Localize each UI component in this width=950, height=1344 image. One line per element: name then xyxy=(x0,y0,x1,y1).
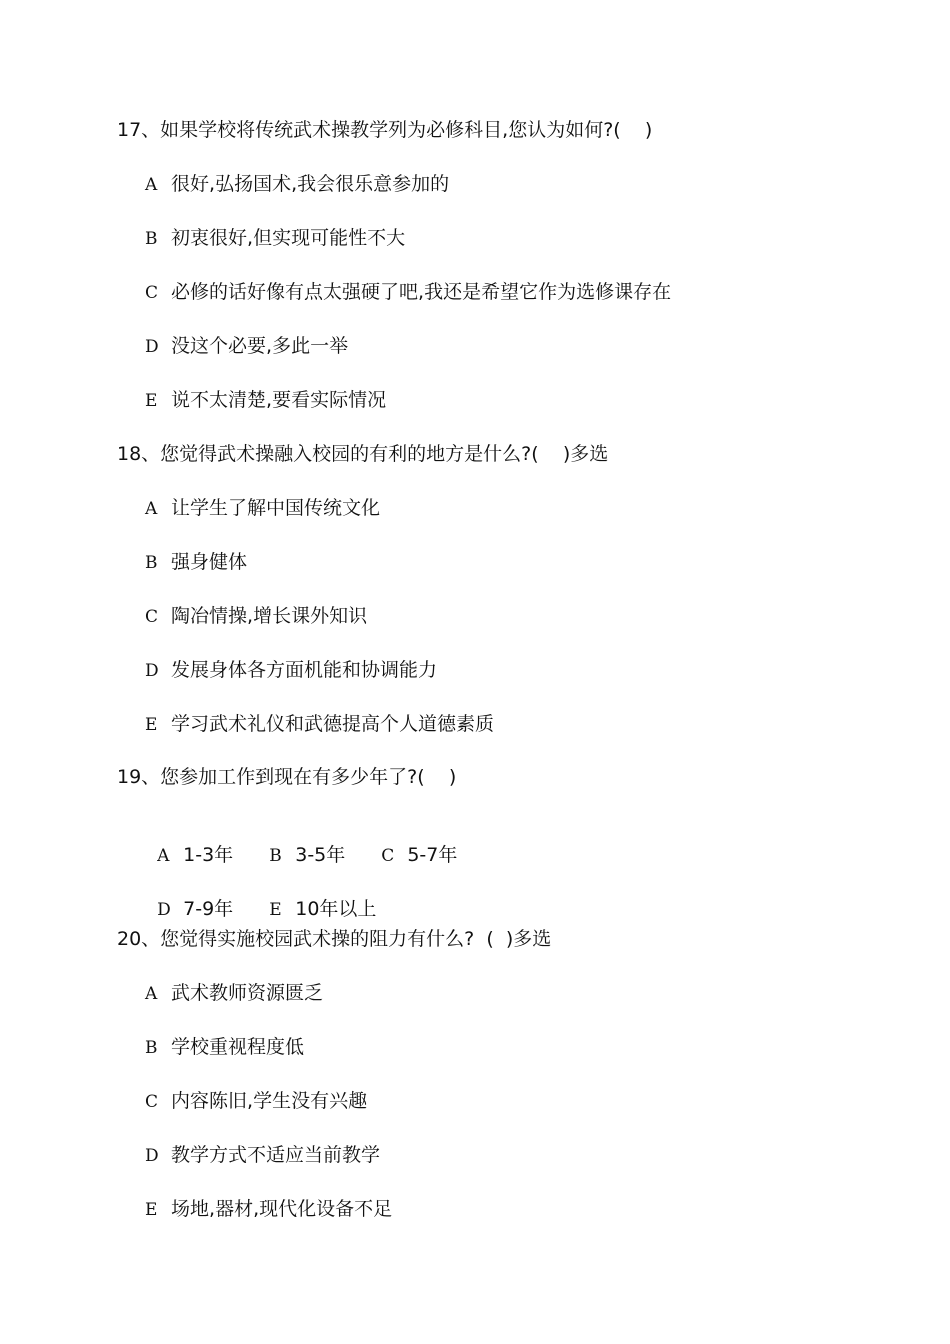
q19-option-d: D 7-9年 xyxy=(157,898,234,920)
q20-option-e: E 场地,器材,现代化设备不足 xyxy=(145,1198,393,1220)
q19-option-a: A 1-3年 xyxy=(157,844,234,866)
q17-option-d: D 没这个必要,多此一举 xyxy=(145,335,349,357)
q19-option-e: E 10年以上 xyxy=(269,898,377,920)
q19-options-row-1 xyxy=(145,819,493,868)
question-17: 17、如果学校将传统武术操教学列为必修科目,您认为如何?( ) xyxy=(117,119,653,141)
q20-option-c: C 内容陈旧,学生没有兴趣 xyxy=(145,1090,368,1112)
q18-option-d: D 发展身体各方面机能和协调能力 xyxy=(145,659,438,681)
question-20: 20、您觉得实施校园武术操的阻力有什么? ( )多选 xyxy=(117,928,552,950)
q17-option-c: C 必修的话好像有点太强硬了吧,我还是希望它作为选修课存在 xyxy=(145,281,672,303)
q18-option-b: B 强身健体 xyxy=(145,551,248,573)
q18-option-a: A 让学生了解中国传统文化 xyxy=(145,497,381,519)
q18-option-c: C 陶冶情操,增长课外知识 xyxy=(145,605,368,627)
question-18: 18、您觉得武术操融入校园的有利的地方是什么?( )多选 xyxy=(117,443,609,465)
q19-option-b: B 3-5年 xyxy=(269,844,346,866)
q18-option-e: E 学习武术礼仪和武德提高个人道德素质 xyxy=(145,713,495,735)
question-19: 19、您参加工作到现在有多少年了?( ) xyxy=(117,766,457,788)
q19-options-row-2 xyxy=(145,873,412,922)
q17-option-e: E 说不太清楚,要看实际情况 xyxy=(145,389,387,411)
q17-option-a: A 很好,弘扬国术,我会很乐意参加的 xyxy=(145,173,450,195)
q17-option-b: B 初衷很好,但实现可能性不大 xyxy=(145,227,406,249)
q20-option-a: A 武术教师资源匮乏 xyxy=(145,982,324,1004)
q20-option-b: B 学校重视程度低 xyxy=(145,1036,305,1058)
q20-option-d: D 教学方式不适应当前教学 xyxy=(145,1144,381,1166)
q19-option-c: C 5-7年 xyxy=(381,844,458,866)
